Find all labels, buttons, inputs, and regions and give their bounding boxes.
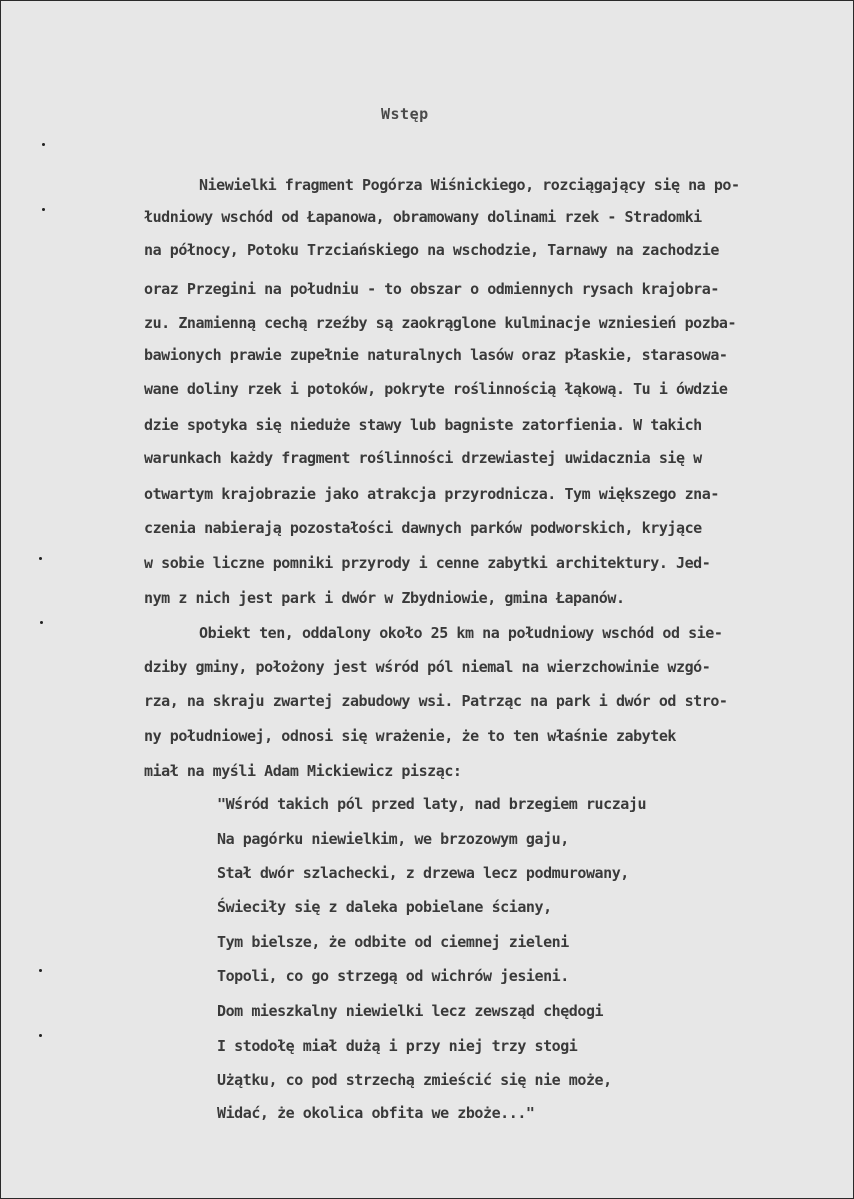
verse-line: Stał dwór szlachecki, z drzewa lecz podmurowany, <box>217 864 629 882</box>
text-line: miał na myśli Adam Mickiewicz pisząc: <box>144 762 462 780</box>
document-heading: Wstęp <box>381 105 429 123</box>
verse-line: Na pagórku niewielkim, we brzozowym gaju, <box>217 830 569 848</box>
text-line: w sobie liczne pomniki przyrody i cenne zabytki architektury. Jed- <box>144 554 711 572</box>
verse-line: I stodołę miał dużą i przy niej trzy stogi <box>217 1037 578 1055</box>
verse-line: Użątku, co pod strzechą zmieścić się nie może, <box>217 1071 612 1089</box>
margin-mark <box>39 969 42 972</box>
text-line: ny południowej, odnosi się wrażenie, że to ten właśnie zabytek <box>144 727 677 745</box>
text-line: Obiekt ten, oddalony około 25 km na południowy wschód od sie- <box>199 624 723 642</box>
verse-line: Topoli, co go strzegą od wichrów jesieni. <box>217 967 569 985</box>
verse-line: Dom mieszkalny niewielki lecz zewsząd chędogi <box>217 1002 604 1020</box>
verse-line: Widać, że okolica obfita we zboże..." <box>217 1104 535 1122</box>
verse-line: Świeciły się z daleka pobielane ściany, <box>217 898 552 916</box>
margin-mark <box>39 557 42 560</box>
text-line: czenia nabierają pozostałości dawnych parków podworskich, kryjące <box>144 519 702 537</box>
text-line: zu. Znamienną cechą rzeźby są zaokrąglone kulminacje wzniesień pozba- <box>144 314 737 332</box>
text-line: łudniowy wschód od Łapanowa, obramowany dolinami rzek - Stradomki <box>144 208 702 226</box>
verse-line: Tym bielsze, że odbite od ciemnej zieleni <box>217 933 569 951</box>
text-line: na północy, Potoku Trzciańskiego na wschodzie, Tarnawy na zachodzie <box>144 241 719 259</box>
text-line: Niewielki fragment Pogórza Wiśnickiego, rozciągający się na po- <box>199 176 740 194</box>
text-line: oraz Przegini na południu - to obszar o odmiennych rysach krajobra- <box>144 280 719 298</box>
margin-mark <box>39 1034 42 1037</box>
text-line: otwartym krajobrazie jako atrakcja przyrodnicza. Tym większego zna- <box>144 485 719 503</box>
verse-line: "Wśród takich pól przed laty, nad brzegiem ruczaju <box>217 795 647 813</box>
margin-mark <box>42 143 45 146</box>
text-line: rza, na skraju zwartej zabudowy wsi. Patrząc na park i dwór od stro- <box>144 692 728 710</box>
text-line: dzie spotyka się nieduże stawy lub bagniste zatorfienia. W takich <box>144 416 702 434</box>
margin-mark <box>40 621 43 624</box>
margin-mark <box>42 208 45 211</box>
text-line: bawionych prawie zupełnie naturalnych lasów oraz płaskie, starasowa- <box>144 346 728 364</box>
text-line: warunkach każdy fragment roślinności drzewiastej uwidacznia się w <box>144 449 702 467</box>
text-line: nym z nich jest park i dwór w Zbydniowie, gmina Łapanów. <box>144 589 625 607</box>
text-line: wane doliny rzek i potoków, pokryte roślinnością łąkową. Tu i ówdzie <box>144 380 728 398</box>
text-line: dziby gminy, położony jest wśród pól niemal na wierzchowinie wzgó- <box>144 658 711 676</box>
